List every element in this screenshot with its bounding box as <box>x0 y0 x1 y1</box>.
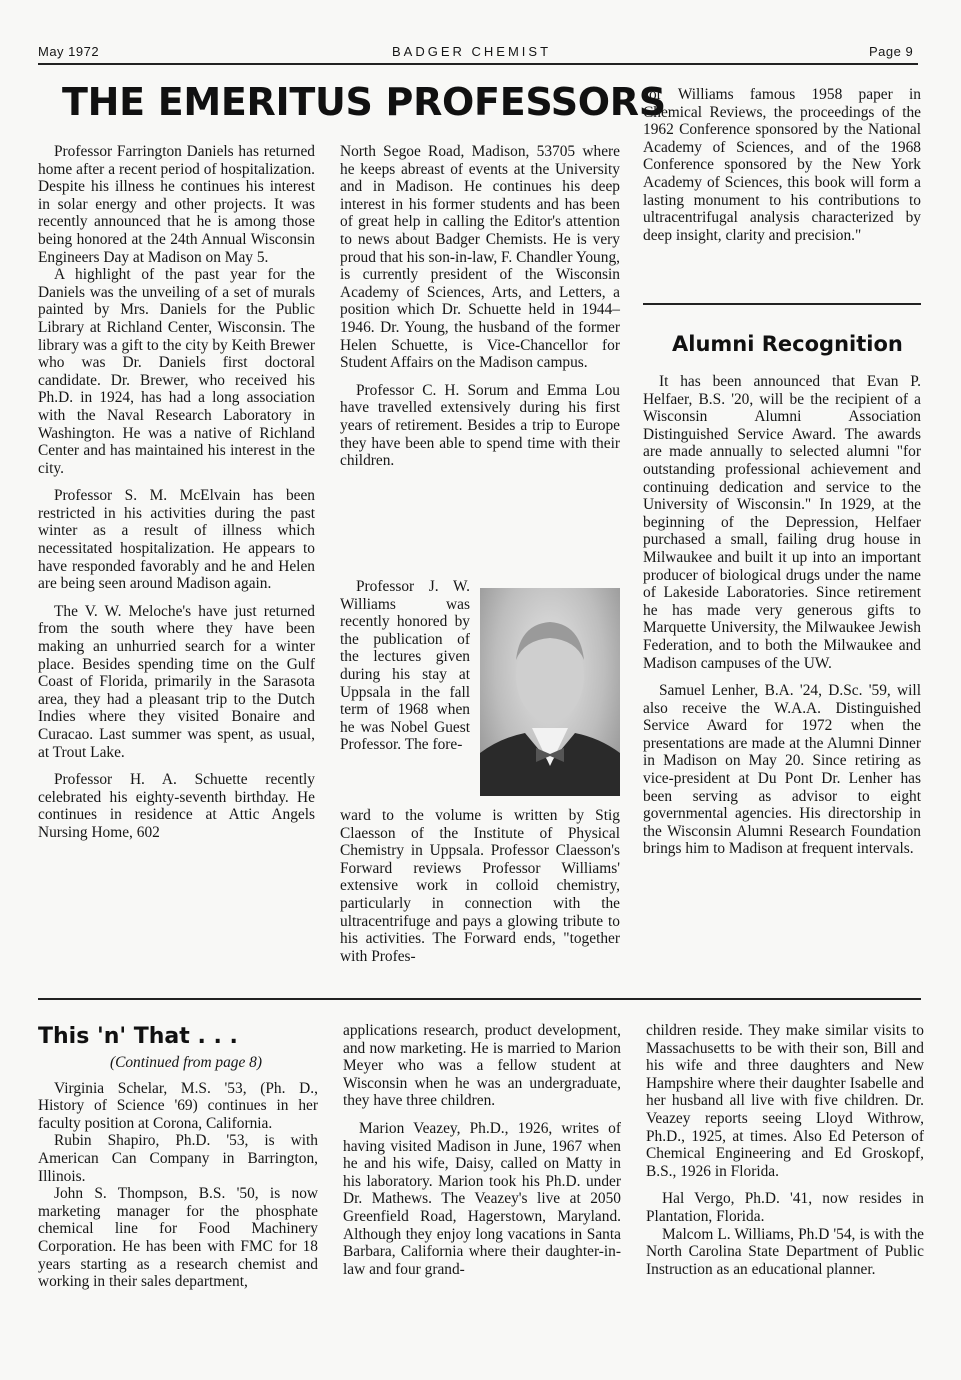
paragraph: Malcom L. Williams, Ph.D '54, is with the North Carolina State Department of Public Instruction as an educational planner. <box>646 1225 924 1278</box>
header-page: Page 9 <box>869 44 914 59</box>
paragraph: Marion Veazey, Ph.D., 1926, writes of having visited Madison in June, 1967 when he and his wife, Daisy, called on Matty in his laboratory. Marion took his Ph.D. under Dr. Mathews. The Veazey's live at 2050 Greenfield Road, Hagerstown, Maryland. Although they enjoy long vacations in Santa Barbara, California where their daughter-in-law and four grand- <box>343 1119 621 1278</box>
paragraph: sor Williams famous 1958 paper in Chemical Reviews, the proceedings of the 1962 Conference sponsored by the National Academy of Sciences, and of the 1968 Conference sponsored by the New York Academy of Sciences, this book will form a lasting monument to his contributions to ultracentrifugal analysis characterized by deep insight, clarity and precision." <box>643 86 921 244</box>
paragraph: A highlight of the past year for the Daniels was the unveiling of a set of murals painted by Mrs. Daniels for the Public Library at Richland Center, Wisconsin. The library was a gift to the city by Keith Brewer who was Dr. Daniels first doctoral candidate. Dr. Brewer, who received his Ph.D. in 1924, has had a long association with the Naval Research Laboratory in Washington. He was a native of Richland Center and has maintained his interest in the city. <box>38 266 315 477</box>
portrait-photo <box>480 588 620 796</box>
header-publication: BADGER CHEMIST <box>392 44 552 59</box>
paragraph: applications research, product development, and now marketing. He is married to Marion Meyer who was a fellow student at Wisconsin when he was an undergraduate, they have three children. <box>343 1022 621 1110</box>
page-divider <box>38 998 921 1000</box>
paragraph: Hal Vergo, Ph.D. '41, now resides in Plantation, Florida. <box>646 1190 924 1225</box>
paragraph: Professor J. W. Williams was recently honored by the publication of the lectures given during his stay at Uppsala in the fall term of 1968 when he was Nobel Guest Professor. The fore- <box>340 578 470 754</box>
alumni-title: Alumni Recognition <box>672 332 903 356</box>
paragraph: Virginia Schelar, M.S. '53, (Ph. D., History of Science '69) continues in her faculty position at Corona, California. <box>38 1079 318 1132</box>
paragraph: Professor Farrington Daniels has returned home after a recent period of hospitalization. Despite his illness he continues his interest in solar energy and other projects. It was recently announced that he is among those being honored at the 24th Annual Wisconsin Engineers Day at Madison on May 5. <box>38 143 315 266</box>
header-rule <box>38 63 918 65</box>
this-n-that-column-3 <box>646 1022 924 1278</box>
paragraph: Samuel Lenher, B.A. '24, D.Sc. '59, will also receive the W.A.A. Distinguished Service Award for 1972 when the presentations are made at the Alumni Dinner in Madison on May 20. Since retiring as vice-president at Du Pont Dr. Lenher has been serving as advisor to eight governmental agencies. His directorship in the Wisconsin Alumni Research Foundation brings him to Madison at frequent intervals. <box>643 682 921 858</box>
article-title: THE EMERITUS PROFESSORS <box>62 80 666 124</box>
article-column-3 <box>643 86 921 244</box>
continued-note: (Continued from page 8) <box>109 1054 263 1071</box>
this-n-that-title: This 'n' That . . . <box>38 1024 238 1049</box>
paragraph: Professor C. H. Sorum and Emma Lou have travelled extensively during his first years of retirement. Besides a trip to Europe they have been able to spend time with their children. <box>340 381 620 470</box>
paragraph: Professor H. A. Schuette recently celebrated his eighty-seventh birthday. He continues in residence at Attic Angels Nursing Home, 602 <box>38 771 315 841</box>
paragraph: The V. W. Meloche's have just returned from the south where they have been making an unhurried search for a winter place. Besides spending time on the Gulf Coast of Florida, primarily in the Sarasota area, they had a pleasant trip to the Dutch Indies where they visited Bonaire and Curacao. Last summer was spent, as usual, at Trout Lake. <box>38 602 315 761</box>
paragraph: Rubin Shapiro, Ph.D. '53, is with American Can Company in Barrington, Illinois. <box>38 1132 318 1185</box>
williams-wrap-text <box>340 578 470 754</box>
header-date: May 1972 <box>38 44 100 59</box>
portrait-image <box>480 588 620 796</box>
williams-rest-text <box>340 807 620 965</box>
this-n-that-column-2 <box>343 1022 621 1278</box>
article-column-2 <box>340 143 620 470</box>
paragraph: It has been announced that Evan P. Helfaer, B.S. '20, will be the recipient of a Wisconsin Alumni Association Distinguished Service Award. The awards are made annually to selected alumni "for outstanding professional achievement and continuing dedication and service to the University of Wisconsin." In 1929, at the beginning of the Depression, Helfaer purchased a small, failing drug house in Milwaukee and built it up into an important producer of biological drugs under the name of Lakeside Laboratories. Since retirement he has made very generous gifts to Marquette University, the Milwaukee Jewish Federation, and to both the Milwaukee and Madison campuses of the UW. <box>643 373 921 672</box>
section-divider <box>643 303 921 305</box>
paragraph: children reside. They make similar visits to Massachusetts to be with their son, Bill and his wife and three daughters and New Hampshire where their daughter Isabelle and her husband all live with five children. Dr. Veazey reports seeing Lloyd Withrow, Ph.D., 1925, at times. Also Ed Peterson of Chemical Engineering and Ed Groskopf, B.S., 1926 in Florida. <box>646 1022 924 1180</box>
alumni-column <box>643 373 921 858</box>
paragraph: Professor S. M. McElvain has been restricted in his activities during the past winter as a result of illness which necessitated hospitalization. He appears to have responded favorably and he and Helen are being seen around Madison again. <box>38 487 315 593</box>
article-column-1 <box>38 143 315 842</box>
paragraph: North Segoe Road, Madison, 53705 where he keeps abreast of events at the University and in Madison. He continues his deep interest in his former students and has been of great help in calling the Editor's attention to news about Badger Chemists. He is very proud that his son-in-law, F. Chandler Young, is currently president of the Wisconsin Academy of Sciences, Arts, and Letters, a position which Dr. Schuette held in 1944–1946. Dr. Young, the husband of the former Helen Schuette, is Vice-Chancellor for Student Affairs on the Madison campus. <box>340 143 620 372</box>
this-n-that-column-1 <box>38 1054 318 1291</box>
paragraph: ward to the volume is written by Stig Claesson of the Institute of Physical Chemistry in Uppsala. Professor Claesson's Forward reviews Professor Williams' extensive work in colloid chemistry, particularly in connection with the ultracentrifuge and pays a glowing tribute to his activities. The Forward ends, "together with Profes- <box>340 807 620 965</box>
paragraph: John S. Thompson, B.S. '50, is now marketing manager for the phosphate chemical line for Food Machinery Corporation. He has been with FMC for 18 years starting as a research chemist and working in their sales department, <box>38 1185 318 1291</box>
